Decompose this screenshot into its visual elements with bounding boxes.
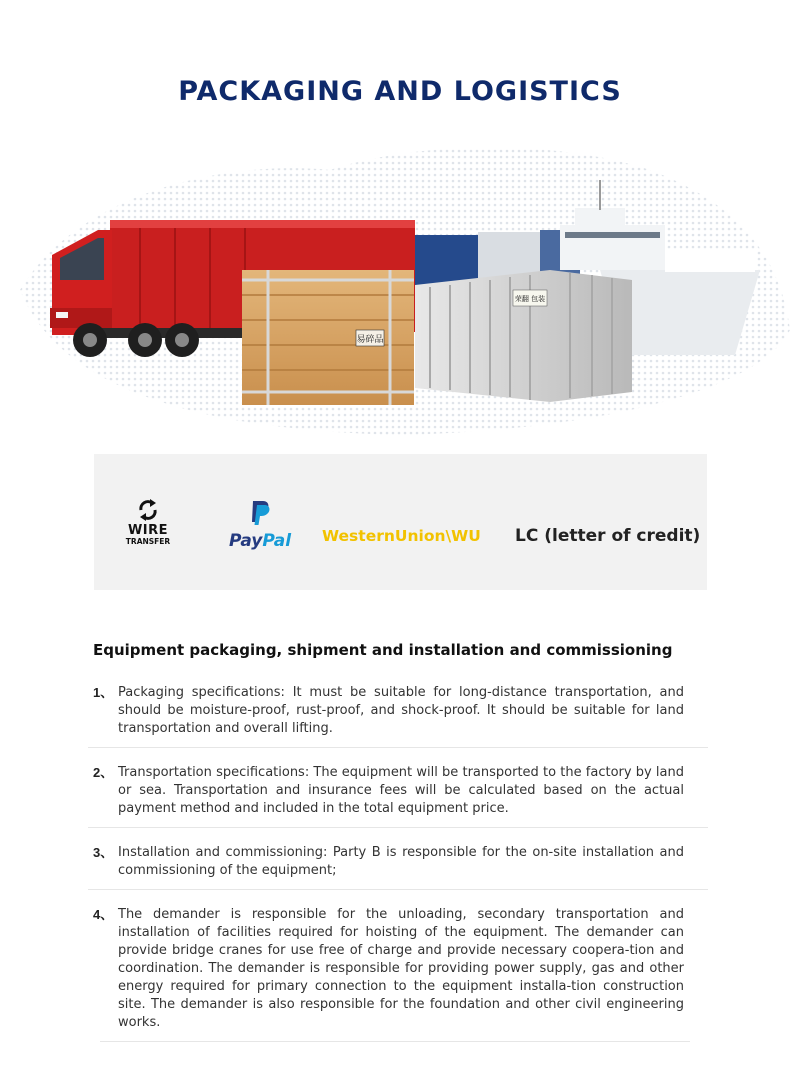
list-item	[88, 676, 708, 748]
container-label: 荣翻 包装	[514, 295, 546, 303]
paypal-pay-text: Pay	[228, 531, 263, 551]
wooden-crate-graphic	[242, 270, 414, 405]
item-number: 2、	[93, 765, 114, 780]
crate-label: 易碎品	[356, 335, 384, 345]
paypal-logo	[222, 500, 298, 551]
logistics-illustration	[0, 130, 800, 440]
transfer-label: TRANSFER	[125, 537, 171, 546]
wire-transfer-arrows-icon	[137, 498, 159, 522]
item-text: Installation and commissioning: Party B is responsible for the on-site installation and commissioning of the equipment;	[118, 845, 684, 878]
item-text: The demander is responsible for the unloading, secondary transportation and installation of facilities required for hoisting of the equipment. The demander can provide bridge cranes for use free of charge and provide necessary coopera-tion and coordination. The demander is responsible for providing power supply, gas and other energy required for primary connection to the equipment installa-tion construction site. The demander is also responsible for the foundation and other civil engineering works.	[118, 907, 684, 1030]
letter-of-credit-label: LC (letter of credit)	[515, 526, 701, 546]
shipping-container-graphic	[415, 270, 632, 402]
item-text: Transportation specifications: The equipment will be transported to the factory by land or sea. Transportation and insurance fees will be calculated based on the actual payment method and included in the total equipment price.	[118, 765, 684, 816]
section-heading: Equipment packaging, shipment and installation and commissioning	[93, 641, 673, 659]
item-text: Packaging specifications: It must be suitable for long-distance transportation, and should be moisture-proof, rust-proof, and shock-proof. It should be suitable for land transportation and overall lifting.	[118, 685, 684, 736]
wire-transfer-logo	[119, 498, 177, 546]
western-union-logo: WesternUnion\WU	[322, 527, 481, 545]
item-number: 1、	[93, 685, 114, 700]
wire-label: WIRE	[127, 523, 169, 538]
list-item	[88, 748, 708, 828]
item-number: 3、	[93, 845, 114, 860]
page-title: PACKAGING AND LOGISTICS	[178, 76, 622, 107]
paypal-pal-text: Pal	[262, 531, 292, 551]
spec-list	[88, 676, 708, 1042]
list-item	[88, 828, 708, 890]
item-number: 4、	[93, 907, 114, 922]
payment-methods-band	[94, 454, 707, 590]
list-item	[93, 890, 690, 1042]
paypal-p-icon	[248, 500, 272, 526]
